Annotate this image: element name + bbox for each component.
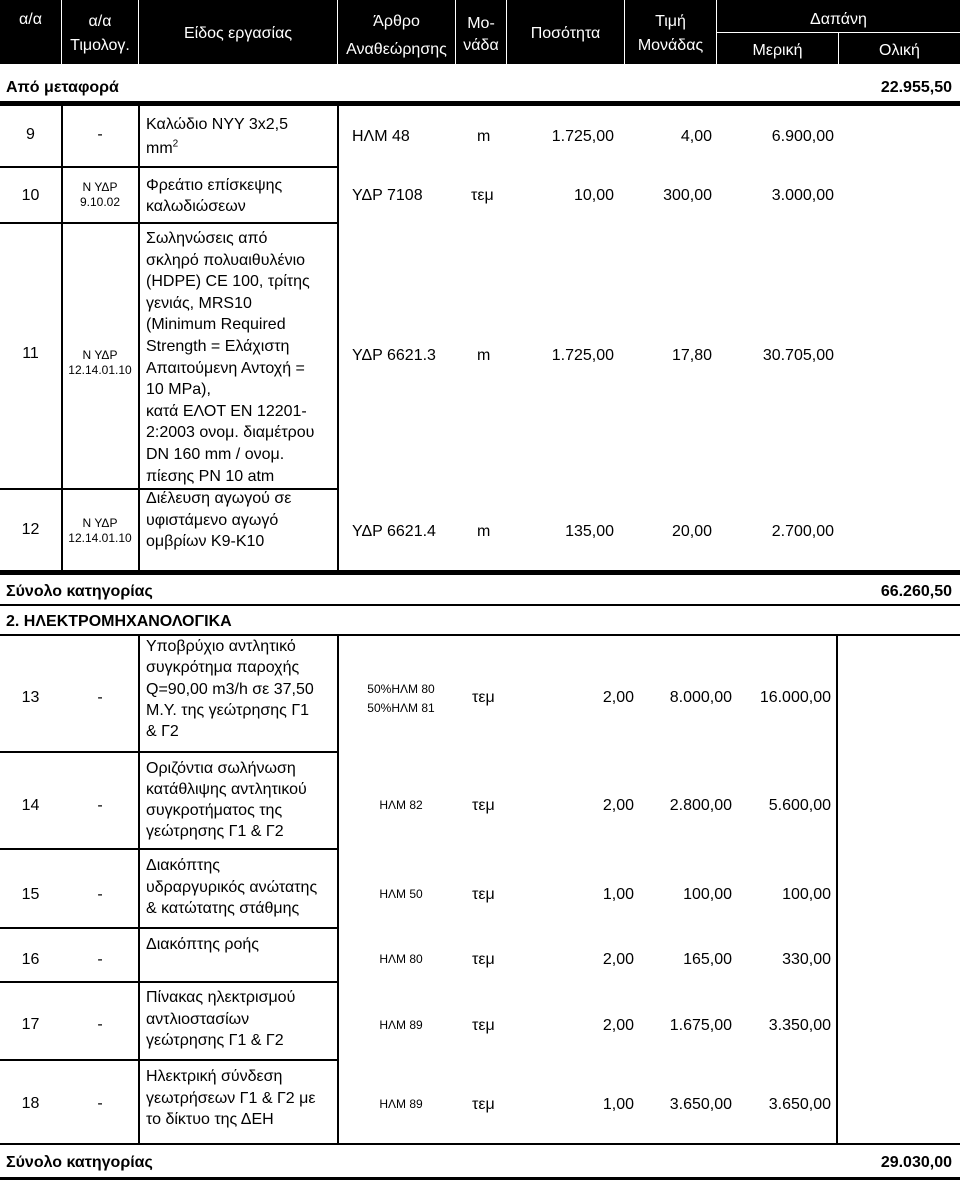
row-number: 11 (22, 345, 39, 362)
header-aa: α/α (19, 11, 42, 28)
header-meriki: Μερική (752, 42, 803, 59)
row-timologio: - (97, 797, 103, 814)
row-number: 10 (21, 187, 40, 204)
row-quantity: 135,00 (565, 523, 614, 540)
row-unit-price: 100,00 (683, 886, 732, 903)
header-monada-2: νάδα (463, 37, 499, 54)
row-quantity: 10,00 (573, 187, 614, 204)
row-unit-price: 8.000,00 (669, 689, 732, 706)
row-unit: τεμ (472, 1096, 495, 1113)
row-unit: m (477, 128, 491, 145)
row-timologio: - (97, 126, 103, 143)
row-timologio: Ν ΥΔΡ 12.14.01.10 (68, 348, 132, 377)
row-arthro: ΗΛΜ 82 (379, 798, 423, 812)
row-number: 16 (21, 951, 40, 968)
row-total: 16.000,00 (759, 689, 831, 706)
header-monadas: Μονάδας (637, 37, 704, 54)
row-quantity: 1.725,00 (551, 347, 614, 364)
section-title: 2. ΗΛΕΚΤΡΟΜΗΧΑΝΟΛΟΓΙΚΑ (6, 613, 232, 630)
header-oliki: Ολική (879, 42, 920, 59)
header-work-type: Είδος εργασίας (183, 25, 293, 42)
carried-label: Από μεταφορά (6, 79, 119, 96)
row-unit: m (477, 523, 491, 540)
row-total: 3.350,00 (768, 1017, 831, 1034)
row-unit: τεμ (471, 187, 494, 204)
row-quantity: 2,00 (602, 689, 634, 706)
row-description: Καλώδιο ΝΥΥ 3x2,5 $mm^2$ (146, 116, 288, 157)
row-description: Υποβρύχιο αντλητικό συγκρότημα παροχής Q=90,00 m3/h σε 37,50 Μ.Υ. της γεώτρησης Γ1 & Γ2 (146, 638, 314, 741)
row-arthro: ΥΔΡ 7108 (352, 187, 423, 204)
header-monada-1: Μο- (467, 15, 495, 32)
row-partial: 30.705,00 (762, 347, 834, 364)
row-unit: τεμ (472, 797, 495, 814)
row-arthro: ΗΛΜ 89 (379, 1018, 423, 1032)
carried-total: 22.955,50 (880, 79, 952, 96)
row-description: Οριζόντια σωλήνωση κατάθλιψης αντλητικού συγκροτήματος της γεώτρησης Γ1 & Γ2 (146, 760, 307, 840)
row-timologio: - (97, 1095, 103, 1112)
row-timologio: - (97, 1016, 103, 1033)
header-aa-timolog: α/α (88, 13, 112, 30)
row-description: Σωληνώσεις από σκληρό πολυαιθυλένιο (HDPE) CE 100, τρίτης γενιάς, MRS10 (Minimum Required Strength = Ελάχιστη Απαιτούμενη Αντοχή = 10 MPa), κατά ΕΛΟΤ ΕΝ 12201- 2:2003 ονομ. διαμέτρου DN 160 mm / ονομ. πίεσης PN 10 atm (146, 230, 315, 485)
row-total: 5.600,00 (768, 797, 831, 814)
row-arthro: ΥΔΡ 6621.4 (352, 523, 436, 540)
header-dapani: Δαπάνη (810, 11, 867, 28)
row-unit: m (477, 347, 491, 364)
row-arthro: ΗΛΜ 89 (379, 1097, 423, 1111)
row-number: 13 (21, 689, 40, 706)
row-unit-price: 165,00 (683, 951, 732, 968)
subtotal-label: Σύνολο κατηγορίας (6, 583, 153, 600)
header-posotita: Ποσότητα (530, 25, 601, 42)
row-partial: 3.000,00 (771, 187, 834, 204)
row-quantity: 1,00 (602, 1096, 634, 1113)
header-arthro: Άρθρο (373, 13, 420, 30)
row-unit-price: 4,00 (680, 128, 712, 145)
row-quantity: 1.725,00 (551, 128, 614, 145)
subtotal-total: 29.030,00 (880, 1154, 952, 1171)
row-description: Διακόπτης ροής (146, 936, 259, 953)
header-anatheorisis: Αναθεώρησης (346, 41, 447, 58)
header-timolog: Τιμολογ. (70, 37, 130, 54)
row-unit: τεμ (472, 689, 495, 706)
row-total: 100,00 (782, 886, 831, 903)
row-timologio: - (97, 689, 103, 706)
row-number: 18 (21, 1095, 40, 1112)
row-partial: 6.900,00 (771, 128, 834, 145)
row-description: Διέλευση αγωγού σε υφιστάμενο αγωγό ομβρίων Κ9-Κ10 (146, 490, 292, 550)
row-unit-price: 2.800,00 (669, 797, 732, 814)
row-description: Διακόπτης υδραργυρικός ανώτατης & κατώτατης στάθμης (146, 857, 318, 917)
subtotal-total: 66.260,50 (880, 583, 952, 600)
row-timologio: - (97, 951, 103, 968)
row-description: Ηλεκτρική σύνδεση γεωτρήσεων Γ1 & Γ2 με το δίκτυο της ΔΕΗ (146, 1068, 316, 1128)
row-unit: τεμ (472, 1017, 495, 1034)
row-total: 330,00 (782, 951, 831, 968)
row-number: 12 (21, 521, 40, 538)
row-arthro: ΗΛΜ 50 (379, 887, 423, 901)
row-timologio: - (97, 886, 103, 903)
row-number: 14 (21, 797, 40, 814)
row-unit-price: 300,00 (663, 187, 712, 204)
row-partial: 2.700,00 (771, 523, 834, 540)
row-quantity: 2,00 (602, 1017, 634, 1034)
row-timologio: Ν ΥΔΡ 9.10.02 (79, 180, 121, 209)
divider (0, 101, 960, 106)
subtotal-label: Σύνολο κατηγορίας (6, 1154, 153, 1171)
row-quantity: 2,00 (602, 951, 634, 968)
row-number: 9 (26, 126, 35, 143)
row-unit-price: 17,80 (671, 347, 712, 364)
row-description: Πίνακας ηλεκτρισμού αντλιοστασίων γεώτρησης Γ1 & Γ2 (146, 989, 296, 1049)
row-arthro: ΥΔΡ 6621.3 (352, 347, 436, 364)
row-timologio: Ν ΥΔΡ 12.14.01.10 (68, 516, 132, 545)
row-number: 17 (21, 1016, 40, 1033)
row-total: 3.650,00 (768, 1096, 831, 1113)
header-timi: Τιμή (655, 13, 686, 30)
row-description: Φρεάτιο επίσκεψης καλωδιώσεων (146, 177, 283, 215)
row-unit-price: 3.650,00 (669, 1096, 732, 1113)
row-arthro: ΗΛΜ 80 (379, 952, 423, 966)
row-arthro: 50%ΗΛΜ 80 50%ΗΛΜ 81 (367, 682, 435, 715)
row-number: 15 (21, 886, 40, 903)
row-unit-price: 20,00 (671, 523, 712, 540)
row-quantity: 1,00 (602, 886, 634, 903)
row-quantity: 2,00 (602, 797, 634, 814)
row-arthro: ΗΛΜ 48 (352, 128, 410, 145)
row-unit: τεμ (472, 951, 495, 968)
row-unit: τεμ (472, 886, 495, 903)
row-unit-price: 1.675,00 (669, 1017, 732, 1034)
